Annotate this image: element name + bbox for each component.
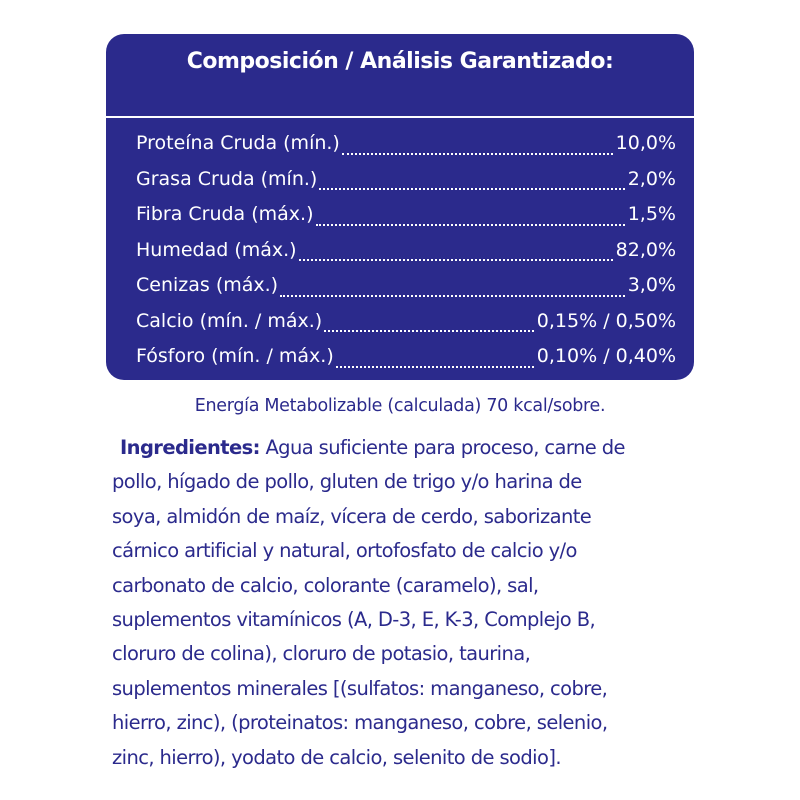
row-value: 0,10% / 0,40% — [536, 345, 676, 367]
row-value: 0,15% / 0,50% — [536, 309, 676, 332]
analysis-row-phosphorus — [136, 345, 676, 381]
dot-leader — [319, 188, 624, 190]
row-value: 3,0% — [627, 274, 676, 296]
ingredients-line: suplementos vitamínicos (A, D-3, E, K-3, Complejo B, — [112, 608, 596, 632]
ingredients-line: carbonato de calcio, colorante (caramelo), sal, — [112, 573, 539, 597]
row-label: Fibra Cruda (máx.) — [136, 203, 314, 225]
row-label: Fósforo (mín. / máx.) — [136, 345, 334, 367]
row-value: 82,0% — [615, 238, 676, 261]
ingredients-line: soya, almidón de maíz, vícera de cerdo, saborizante — [112, 504, 592, 528]
ingredients-line — [112, 431, 702, 465]
analysis-row-protein — [136, 132, 676, 168]
analysis-rows — [136, 132, 676, 416]
row-value: 1,5% — [627, 203, 676, 225]
dot-leader — [336, 366, 534, 368]
row-label: Calcio (mín. / máx.) — [136, 309, 323, 332]
ingredients-line: zinc, hierro), yodato de calcio, selenito de sodio]. — [112, 745, 561, 769]
dot-leader — [342, 153, 613, 155]
ingredients-text: Agua suficiente para proceso, carne de — [259, 436, 625, 459]
analysis-row-ash — [136, 274, 676, 310]
row-value: 0,05% — [615, 380, 676, 403]
dot-leader — [316, 224, 625, 226]
row-value: 2,0% — [627, 167, 676, 190]
analysis-panel — [106, 34, 694, 403]
row-label: Proteína Cruda (mín.) — [136, 132, 340, 154]
ingredients-line: pollo, hígado de pollo, gluten de trigo y/o harina de — [112, 470, 582, 494]
analysis-row-fat — [136, 168, 676, 204]
row-label: Humedad (máx.) — [136, 238, 297, 261]
analysis-row-calcium — [136, 310, 676, 346]
ingredients-line: cloruro de colina), cloruro de potasio, taurina, — [112, 642, 531, 666]
analysis-row-fiber — [136, 203, 676, 239]
energy-statement: Energía Metabolizable (calculada) 70 kcal/sobre. — [194, 396, 606, 416]
row-label: Cenizas (máx.) — [136, 274, 279, 296]
row-label: Taurina (mín.) — [136, 380, 268, 403]
analysis-title: Composición / Análisis Garantizado: — [186, 49, 614, 74]
ingredients-block — [112, 431, 702, 775]
dot-leader — [324, 330, 534, 332]
ingredients-line: suplementos minerales [(sulfatos: manganeso, cobre, — [112, 676, 608, 700]
ingredients-line: cárnico artificial y natural, ortofosfato de calcio y/o — [112, 539, 577, 563]
ingredients-label: Ingredientes: — [120, 436, 260, 459]
analysis-row-moisture — [136, 239, 676, 275]
dot-leader — [299, 259, 613, 261]
row-value: 10,0% — [615, 132, 676, 154]
title-divider — [106, 116, 694, 118]
dot-leader — [280, 295, 625, 297]
ingredients-line: hierro, zinc), (proteinatos: manganeso, cobre, selenio, — [112, 711, 608, 735]
row-label: Grasa Cruda (mín.) — [136, 167, 318, 190]
